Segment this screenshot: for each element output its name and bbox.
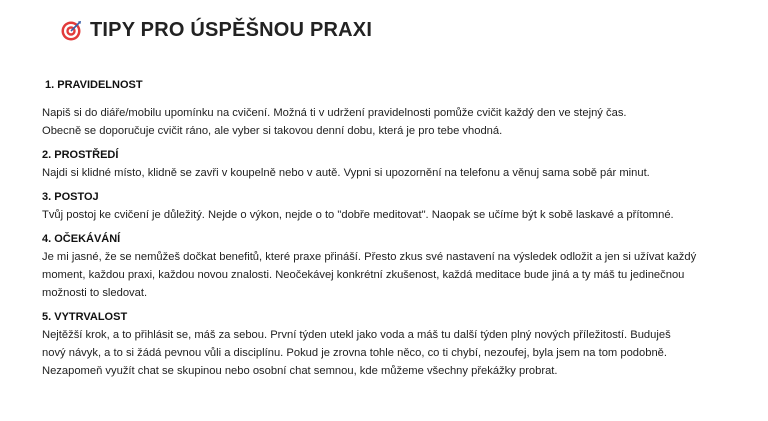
- section-line: Nezapomeň využít chat se skupinou nebo osobní chat semnou, kde můžeme všechny překážky probrat.: [42, 365, 558, 377]
- tips-list: [42, 76, 722, 386]
- section-vytrvalost: [42, 308, 722, 380]
- section-line: nový návyk, a to si žádá pevnou vůli a disciplínu. Pokud je zrovna tohle něco, co ti chybí, nezoufej, byla jsem na tom podobně.: [42, 347, 668, 359]
- section-line: možnosti to sledovat.: [42, 287, 148, 299]
- section-heading: 3. POSTOJ: [42, 191, 99, 203]
- section-prostredi: [42, 146, 722, 182]
- section-line: Napiš si do diáře/mobilu upomínku na cvičení. Možná ti v udržení pravidelnosti pomůže cvičit každý den ve stejný čas.: [42, 107, 627, 119]
- section-line: moment, každou praxi, každou novou znalosti. Neočekávej konkrétní zkušenost, každá meditace bude jiná a ty máš tu jedinečnou: [42, 269, 685, 281]
- section-heading: 1. PRAVIDELNOST: [45, 79, 143, 91]
- section-line: Najdi si klidné místo, klidně se zavři v koupelně nebo v autě. Vypni si upozornění na telefonu a věnuj sama sobě pár minut.: [42, 167, 650, 179]
- section-line: Je mi jasné, že se nemůžeš dočkat benefitů, které praxe přináší. Přesto zkus své nastavení na výsledek odložit a jen si užívat každý: [42, 251, 697, 263]
- section-pravidelnost: [42, 76, 722, 140]
- section-heading: 4. OČEKÁVÁNÍ: [42, 233, 121, 245]
- section-line: Obecně se doporučuje cvičit ráno, ale vyber si takovou denní dobu, která je pro tebe vhodná.: [42, 125, 503, 137]
- target-icon: [60, 20, 82, 42]
- section-ocekavani: [42, 230, 722, 302]
- section-postoj: [42, 188, 722, 224]
- section-heading: 2. PROSTŘEDÍ: [42, 149, 119, 161]
- section-heading: 5. VYTRVALOST: [42, 311, 128, 323]
- title-row: [60, 19, 372, 42]
- section-line: Nejtěžší krok, a to přihlásit se, máš za sebou. První týden utekl jako voda a máš tu další týden plný nových příležitostí. Buduješ: [42, 329, 671, 341]
- section-line: Tvůj postoj ke cvičení je důležitý. Nejde o výkon, nejde o to "dobře meditovat". Naopak se učíme být k sobě laskavé a přítomné.: [42, 209, 674, 221]
- page-title: TIPY PRO ÚSPĚŠNOU PRAXI: [90, 19, 373, 41]
